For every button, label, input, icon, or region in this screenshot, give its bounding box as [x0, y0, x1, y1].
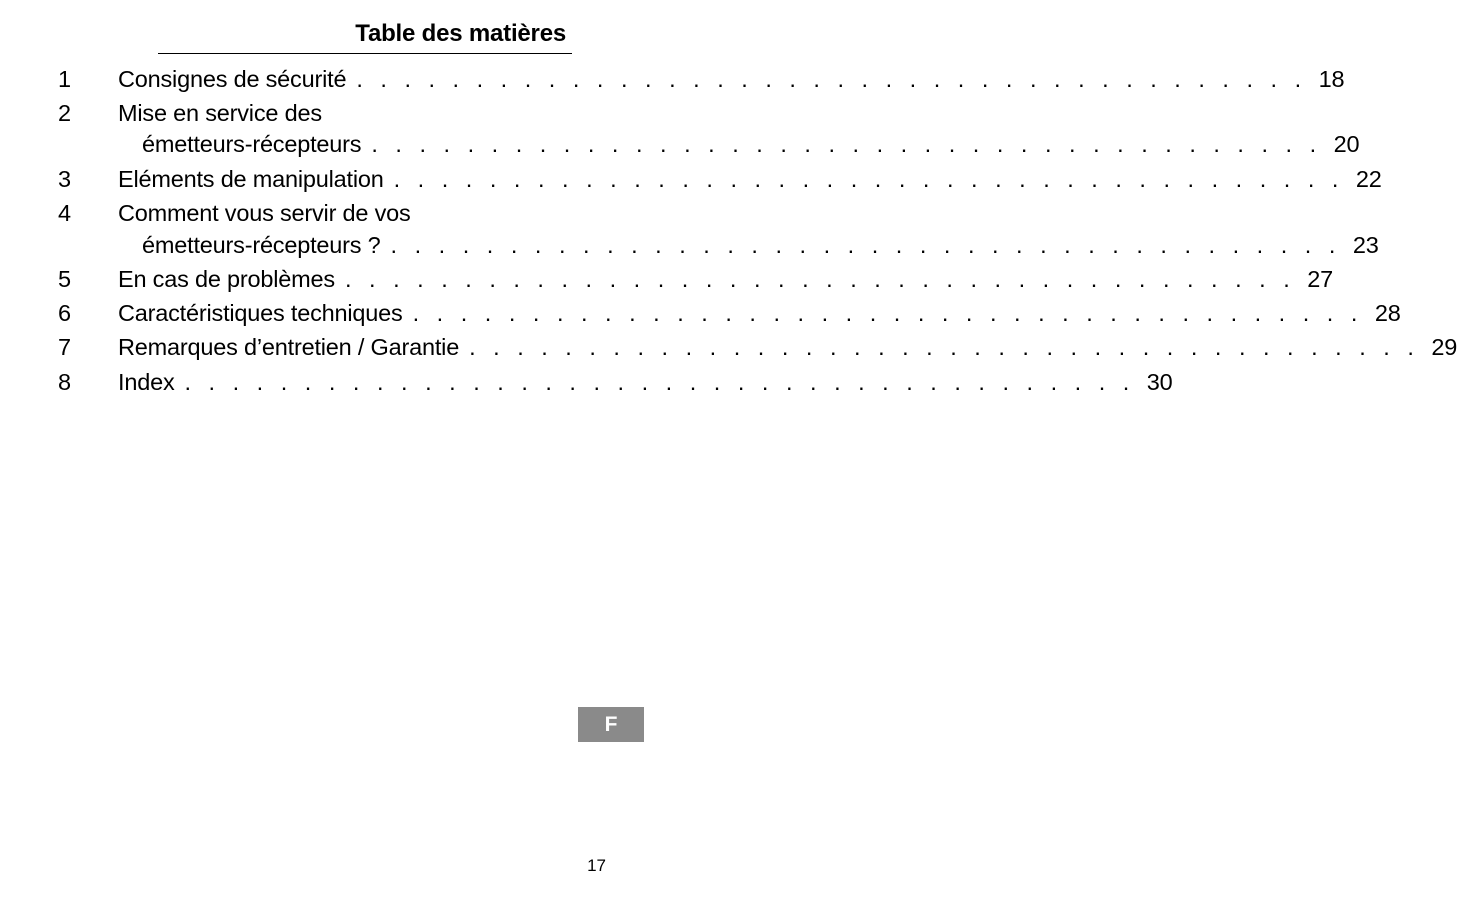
- toc-entry-7: [0, 330, 1457, 364]
- toc-page: 18: [1318, 66, 1345, 92]
- language-tab: F: [578, 707, 644, 742]
- toc-leader: . . . . . . . . . . . . . . . . . . . . . . . . . . . . . . . . . . . . . . . .: [393, 166, 1344, 192]
- toc-page: 23: [1352, 232, 1379, 258]
- toc-title: émetteurs-récepteurs: [142, 131, 362, 157]
- toc-leader: . . . . . . . . . . . . . . . . . . . . . . . . . . . . . . . . . . . . . . . .: [356, 66, 1307, 92]
- toc-page: 28: [1374, 300, 1401, 326]
- toc-entry-6: [0, 296, 1401, 330]
- toc-number: 4: [58, 200, 71, 226]
- toc-page: 20: [1333, 131, 1360, 157]
- toc-title: Consignes de sécurité: [118, 66, 347, 92]
- toc-leader: . . . . . . . . . . . . . . . . . . . . . . . . . . . . . . . . . . . . . . . .: [344, 266, 1296, 292]
- toc-title-line1: Mise en service des: [118, 100, 322, 126]
- toc-number: 2: [58, 100, 71, 126]
- toc-leader: . . . . . . . . . . . . . . . . . . . . . . . . . . . . . . . . . . . . . . . .: [412, 300, 1363, 326]
- toc-page: 27: [1307, 266, 1334, 292]
- toc-page: 22: [1355, 166, 1382, 192]
- toc-number: 5: [58, 266, 71, 292]
- toc-title: En cas de problèmes: [118, 266, 335, 292]
- toc-number: 6: [58, 300, 71, 326]
- toc-entry-5: [0, 262, 1334, 296]
- toc-number: 1: [58, 66, 71, 92]
- toc-number: 3: [58, 166, 71, 192]
- toc-number: 7: [58, 334, 71, 360]
- toc-leader: . . . . . . . . . . . . . . . . . . . . . . . . . . . . . . . . . . . . . . . .: [469, 334, 1420, 360]
- toc-number: 8: [58, 369, 71, 395]
- toc-title: émetteurs-récepteurs ?: [142, 232, 381, 258]
- header-rule: [158, 53, 572, 54]
- toc-leader: . . . . . . . . . . . . . . . . . . . . . . . . . . . . . . . . . . . . . . . .: [390, 232, 1341, 258]
- toc-title: Caractéristiques techniques: [118, 300, 403, 326]
- toc-title: Index: [118, 369, 175, 395]
- page-title: Table des matières: [355, 20, 566, 47]
- toc-entry-2: [0, 96, 1360, 164]
- toc-entry-4: [0, 196, 1379, 264]
- toc-leader: . . . . . . . . . . . . . . . . . . . . . . . . . . . . . . . . . . . . . . . .: [371, 131, 1322, 157]
- toc-page: 29: [1431, 334, 1457, 360]
- toc-title: Eléments de manipulation: [118, 166, 384, 192]
- toc-title: Remarques d’entretien / Garantie: [118, 334, 460, 360]
- page-number: 17: [587, 856, 606, 875]
- toc-leader: . . . . . . . . . . . . . . . . . . . . . . . . . . . . . . . . . . . . . . . .: [184, 369, 1135, 395]
- toc-page: 30: [1146, 369, 1173, 395]
- toc-entry-8: [0, 365, 1173, 399]
- toc-entry-1: [0, 62, 1345, 96]
- toc-title-line1: Comment vous servir de vos: [118, 200, 411, 226]
- toc-entry-3: [0, 162, 1382, 196]
